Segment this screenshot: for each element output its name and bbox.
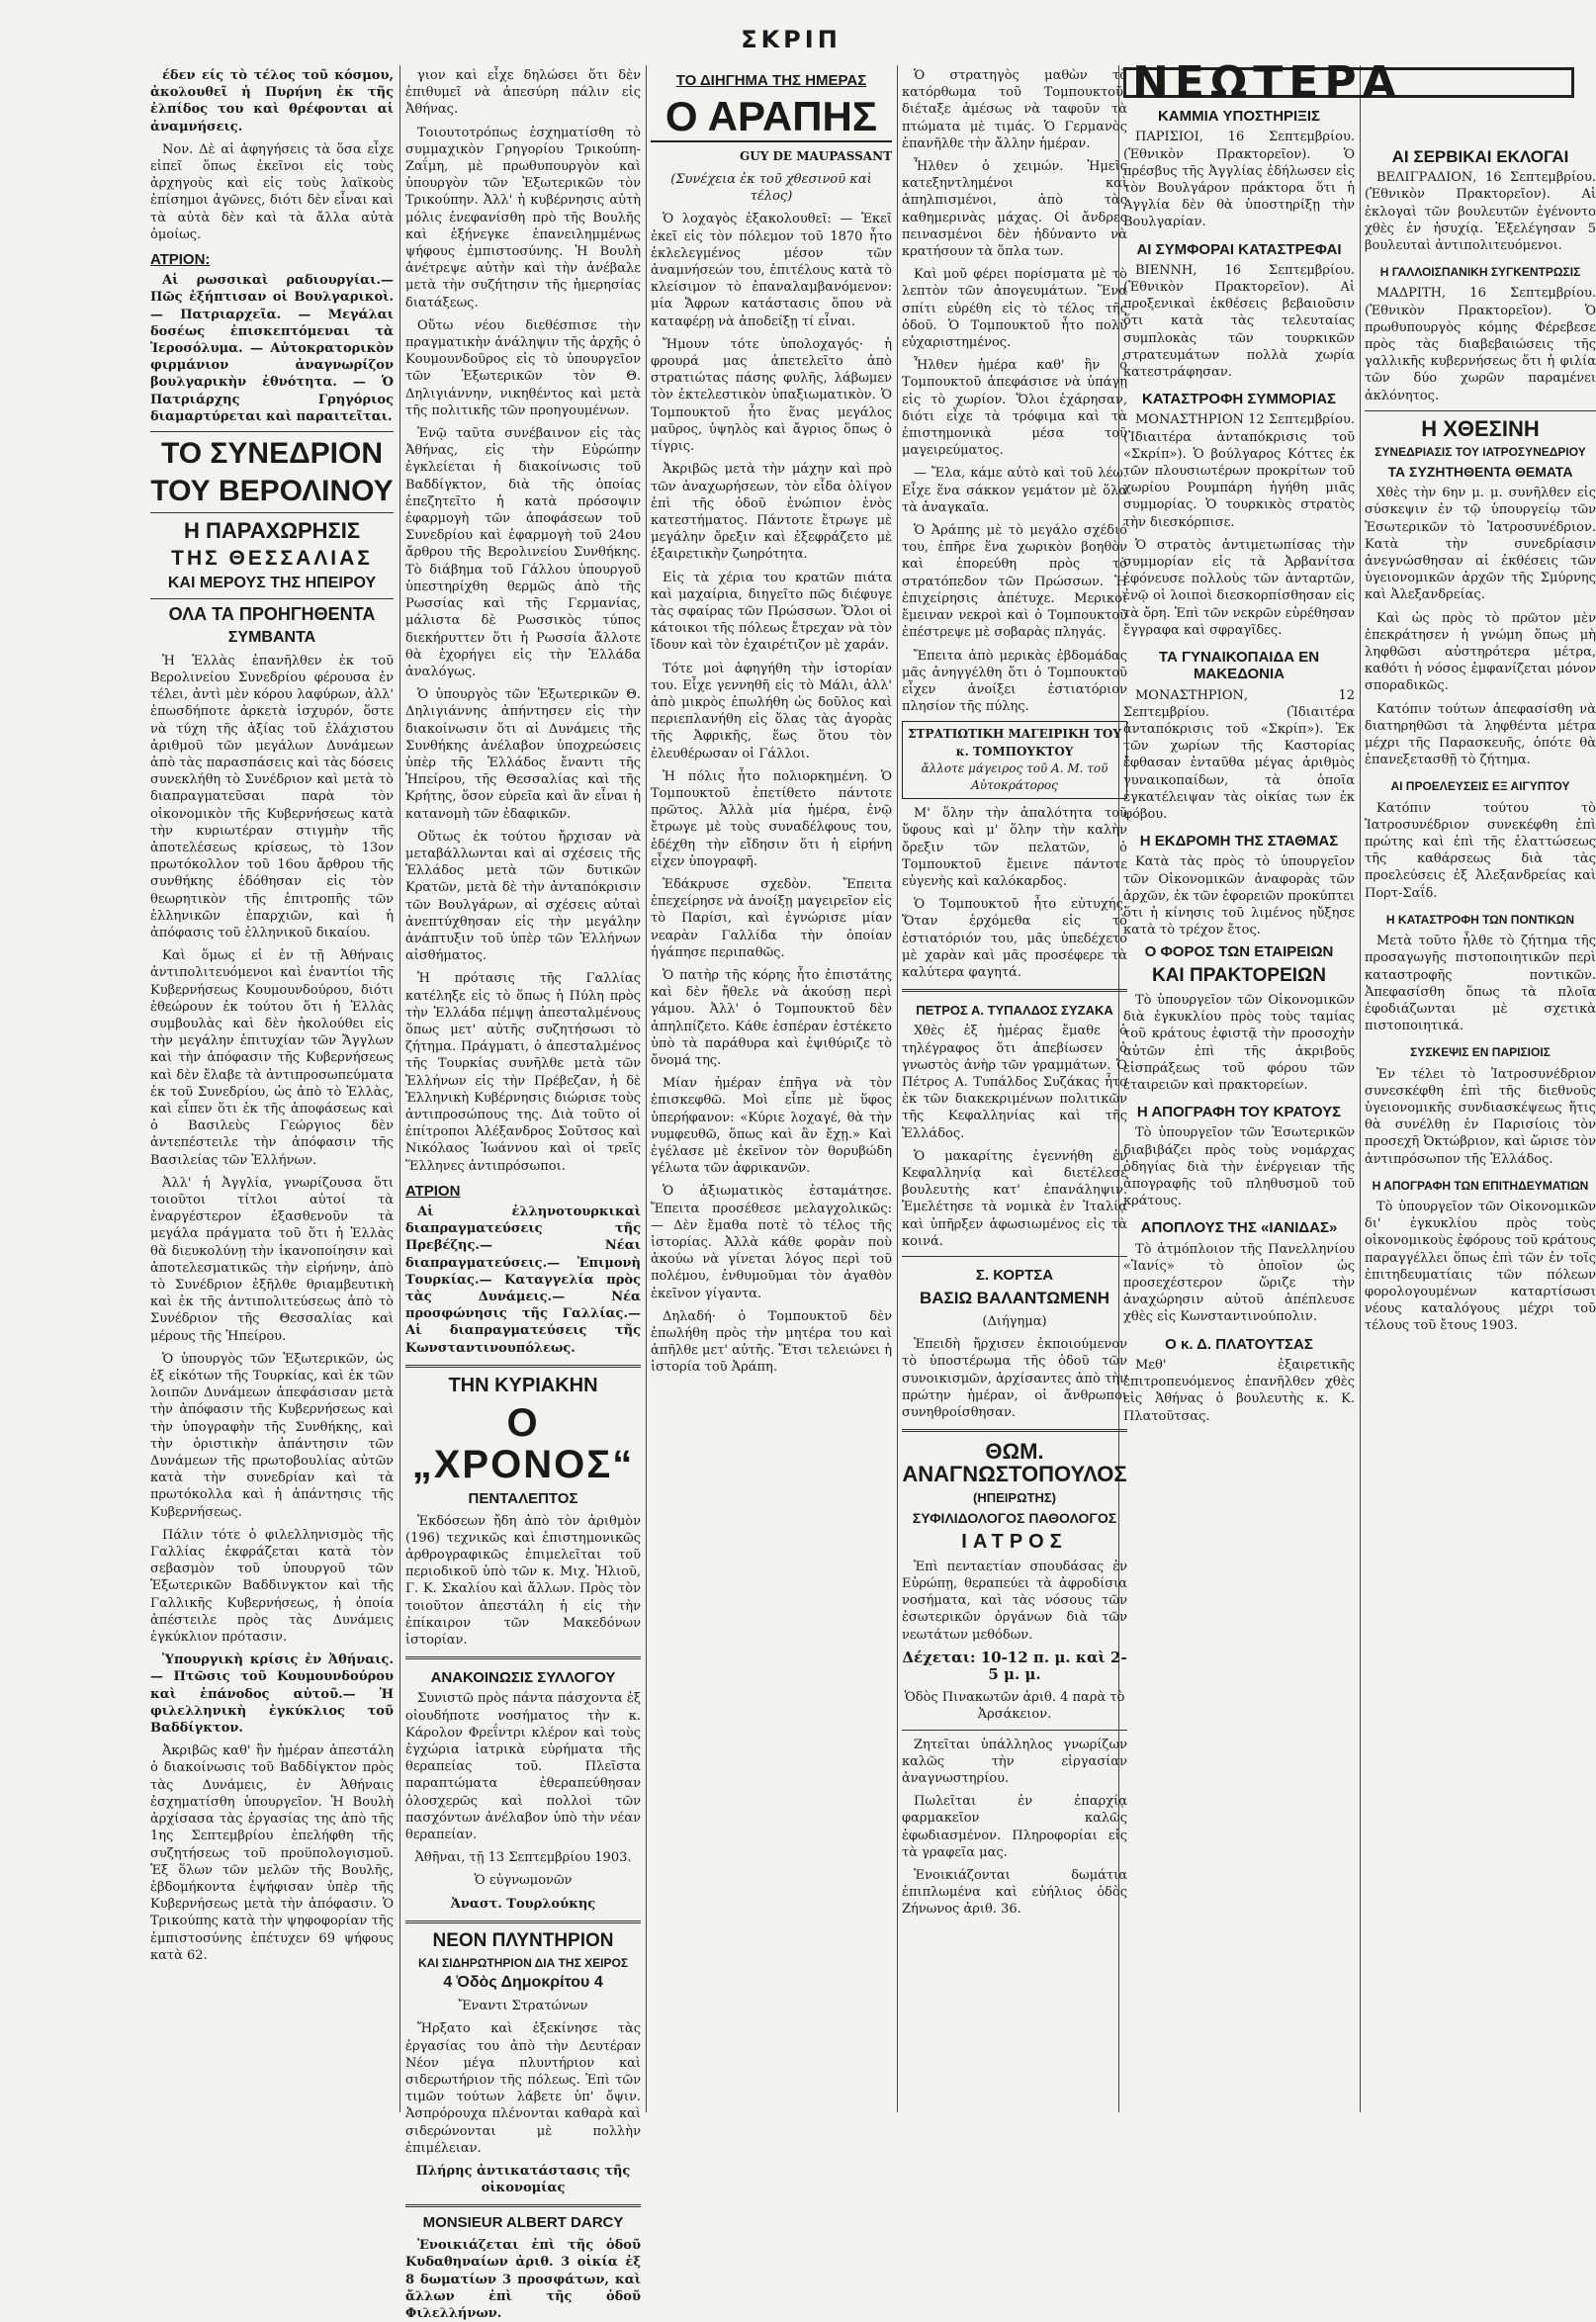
ad-laundry-sub: Ἔναντι Στρατώνων — [458, 1999, 588, 2014]
news-heading: ΑΙ ΣΕΡΒΙΚΑΙ ΕΚΛΟΓΑΙ — [1391, 147, 1569, 166]
ad-doctor-text: Ἐπὶ πενταετίαν σπουδάσας ἐν Εὐρώπῃ, θεραπεύει τὰ ἀφροδίσια νοσήματα, καὶ τὰς νόσους τῶν ἐσωτερικῶν ὀργάνων διὰ τῶν νεωτάτων μεθόδων. — [902, 1559, 1127, 1643]
notice-heading: ΑΝΑΚΟΙΝΩΣΙΣ ΣΥΛΛΟΓΟΥ — [430, 1669, 616, 1687]
subheading: Ὑπουργικὴ κρίσις ἐν Ἀθήναις.— Πτῶσις τοῦ Κουμουνδούρου καὶ ἐπάνοδος αὐτοῦ.— Ἡ φιλελληνικὴ ἐγκύκλιος τοῦ Βαδδίγκτον. — [150, 1652, 394, 1737]
news-paragraph: ΒΙΕΝΝΗ, 16 Σεπτεμβρίου. (Ἐθνικὸν Πρακτορεῖον). Αἱ προξενικαὶ ἐκθέσεις βεβαιοῦσιν ὅτι κατὰ τὰς τελευταίας συμπλοκὰς τῶν τουρκικῶν στρατευμάτων πολλὰ χωρία κατεστράφησαν. — [1123, 262, 1355, 381]
news-paragraph: Κατὰ τὰς πρὸς τὸ ὑπουργεῖον τῶν Οἰκονομικῶν ἀναφορὰς τῶν ἀρχῶν, ἐκ τῶν ἐφορειῶν προκύπτει ὅτι ἡ κίνησις τοῦ λιμένος ηὔξησε κατὰ τὸ τρέχον ἔτος. — [1123, 854, 1355, 938]
story-paragraph: Τότε μοὶ ἀφηγήθη τὴν ἱστορίαν του. Εἶχε γεννηθῆ εἰς τὸ Μάλι, ἀλλ' ἀπὸ μικρὸς ἐπωλήθη ὡς δοῦλος καὶ περιεπλανήθη εἰς ὅλας τὰς ἀγορὰς τῆς Ἀφρικῆς, ἕως ὅτου τὸν ἐλευθέρωσαν οἱ Γάλλοι. — [651, 661, 892, 761]
news-paragraph: Τὸ ὑπουργεῖον τῶν Ἐσωτερικῶν διαβιβάζει πρὸς τοὺς νομάρχας ὁδηγίας διὰ τὴν ἐνέργειαν τῆς ἀπογραφῆς τοῦ πληθυσμοῦ τοῦ κράτους. — [1123, 1125, 1355, 1209]
article-paragraph: Ἐνῷ ταῦτα συνέβαινον εἰς τὰς Ἀθήνας, εἰς τὴν Εὐρώπην ἐγκλείεται ἡ διακοίνωσις τοῦ Βαδδίγκτον, διὰ τῆς ὁποίας ἐπεζητεῖτο ἡ κατὰ πρόσοψιν ἐφαρμογὴ τῶν ἀποφάσεων τοῦ Συνεδρίου καὶ ἐφαρμογὴ τοῦ 24ου ἄρθρου τῆς Βερολινείου Συνθήκης. Τὸ διάβημα τοῦ Γάλλου ὑπουργοῦ ὑπεστηρίχθη θερμῶς ἀπὸ τῆς Ρωσσίας καὶ τῆς Γερμανίας, μάλιστα δὲ Ρωσσικὸς τύπος διεκήρυττεν ὅτι ἡ Ρωσσία ἄλλοτε θὰ ἐχορήγει εἰς τὴν Ἑλλάδα ἀναλόγως. — [405, 426, 641, 679]
article-paragraph: Ἀκριβῶς καθ' ἣν ἡμέραν ἀπεστάλη ὁ διακοίνωσις τοῦ Βαδδίγκτον πρὸς τὰς Δυνάμεις, ἐν Ἀθήναις ἐσχηματίσθη ὑπουργεῖον. Ἡ Βουλὴ ἀρχίσασα τὰς ἐργασίας της ἀπὸ τῆς 1ης Σεπτεμβρίου ἐπελήφθη τῆς συζητήσεως τοῦ προϋπολογισμοῦ. Ἐξ ὅλων τῶν μελῶν τῆς Βουλῆς, ἑβδομήκοντα ἐψήφισαν ὑπὲρ τῆς Κυβερνήσεως μετὰ τὴν ἀπόφασιν. Ὁ Τρικούπης κατὰ τὴν ψηφοφορίαν τῆς ἐμπιστοσύνης ἐπέτυχεν 69 ψήφους κατὰ 62. — [150, 1743, 394, 1963]
story-paragraph: Ὁ Τομπουκτοῦ ἦτο εὐτυχής. Ὅταν ἐρχόμεθα εἰς τὸ ἐστιατόριόν του, μᾶς ὑπεδέχετο μὲ χαρὰν καὶ μᾶς προσέφερε τὰ καλύτερα φαγητά. — [902, 897, 1127, 980]
story-sign-title: ΣΤΡΑΤΙΩΤΙΚΗ ΜΑΓΕΙΡΙΚΗ ΤΟΥ κ. ΤΟΜΠΟΥΚΤΟΥ — [908, 727, 1121, 759]
ad-doctor-hours: Δέχεται: 10-12 π. μ. καὶ 2-5 μ. μ. — [902, 1648, 1127, 1683]
news-heading: ΑΠΟΠΛΟΥΣ ΤΗΣ «ΙΑΝΙΔΑΣ» — [1140, 1219, 1338, 1237]
story-paragraph: Ἀκριβῶς μετὰ τὴν μάχην καὶ πρὸ τῶν ἀναχωρήσεων, τὸν εἶδα ὁλίγον ἐπὶ τῆς ὁδοῦ ἐνώπιον ἑνὸς κατεστήματος. Πάντοτε ἔτρωγε μὲ μεγάλην ὄρεξιν καὶ ἐξεφράζετο μὲ ἐξαιρετικὴν ζωηρότητα. — [651, 462, 892, 563]
divider — [150, 431, 394, 432]
atrion-summary: Αἱ ἑλληνοτουρκικαὶ διαπραγματεύσεις τῆς Πρεβέζης.— Νέαι διαπραγματεύσεις.— Ἐπιμονὴ Τουρκίας.— Καταγγελία πρὸς τὰς Δυνάμεις.— Νέα προσφώνησις τῆς Γαλλίας.— Αἱ διαπραγματεύσεις τῆς Κωνσταντινουπόλεως. — [405, 1205, 641, 1356]
column-6 — [1365, 138, 1596, 2176]
news-heading: ΑΙ ΣΥΜΦΟΡΑΙ ΚΑΤΑΣΤΡΕΦΑΙ — [1136, 240, 1342, 258]
news-heading: Η ΑΠΟΓΡΑΦΗ ΤΩΝ ΕΠΙΤΗΔΕΥΜΑΤΙΩΝ — [1372, 1178, 1589, 1193]
atrion-summary: Αἱ ρωσσικαὶ ραδιουργίαι.— Πῶς ἐξήπτισαν οἱ Βουλγαρικοὶ. — Πατριαρχεῖα. — Μεγάλαι δοσέως ἐπισκεπτόμεναι τὰ Ἱεροσόλυμα. — Αὐτοκρατορικὸν φιρμάνιον ἀναγνωρίζον βουλγαρικὴν ἐθνότητα. — Ὁ Πατριάρχης Γρηγόριος διαμαρτύρεται καὶ παραιτεῖται. — [150, 273, 394, 424]
divider — [405, 1656, 641, 1659]
news-heading: ΤΑ ΓΥΝΑΙΚΟΠΑΙΔΑ ΕΝ ΜΑΚΕΔΟΝΙΑ — [1158, 649, 1320, 683]
news-paragraph: Χθὲς τὴν 6ην μ. μ. συνῆλθεν εἰς σύσκεψιν ἐν τῷ ὑπουργείῳ τῶν Ἐσωτερικῶν τὸ Ἰατροσυνέδριον. Κατὰ τὴν συνεδρίασιν ἀνεγνώσθησαν αἱ ἐκθέσεις τῶν ὑγειονομικῶν ἀρχῶν τῆς Σμύρνης καὶ Ἀλεξανδρείας. — [1365, 486, 1596, 603]
story-paragraph: Ὁ λοχαγὸς ἐξακολουθεῖ: — Ἐκεῖ ἐκεῖ εἰς τὸν πόλεμον τοῦ 1870 ἦτο ἐκλελεγμένος μέσον τῶν ἀναμνήσεών του, ἐπιτέλους κατὰ τὸ κλείσιμον τὸ ἐπαναλαμβανόμενον: μία Ἄφρων κατάστασις ὅπου νὰ καταφέρῃ νὰ ἀποδείξῃ τί εἶναι. — [651, 212, 892, 329]
article-paragraph: γιον καὶ εἶχε δηλώσει ὅτι δὲν ἐπιθυμεῖ νὰ ἀπεσύρη πάλιν εἰς Ἀθήνας. — [405, 68, 641, 118]
article-paragraph: Ὁ ὑπουργὸς τῶν Ἐξωτερικῶν, ὡς ἐξ εἰκότων τῆς Τουρκίας, καὶ ἐκ τῶν λοιπῶν Δυνάμεων ἀπεφάσισαν μετὰ τὴν ἀπόφασιν τῆς Κυβερνήσεως καὶ τὴν ὑπογραφὴν τῆς Συνθήκης, καὶ τὴν ὁριστικὴν ἀπάντησιν τῶν Δυνάμεων τῆς πρωτοβουλίας αὐτῶν κατὰ τὴν συνεδρίαν καὶ τὰ πρωτόκολλα καὶ ἡ ἀπάντησις τῆς Κυβερνήσεως. — [150, 1351, 394, 1520]
news-heading: ΑΙ ΠΡΟΕΛΕΥΣΕΙΣ ΕΞ ΑΙΓΥΠΤΟΥ — [1390, 779, 1570, 794]
article-paragraph: Ὁ ὑπουργὸς τῶν Ἐξωτερικῶν Θ. Δηλιγιάννης ἀπήντησεν εἰς τὴν διακοίνωσιν ὅτι αἱ Δυνάμεις τῆς Συνθήκης ἀνέλαβον ὑποχρεώσεις ὑπὲρ τῆς Ἑλλάδος ἔναντι τῆς Ἡπείρου, τῆς Θεσσαλίας καὶ τῆς Κρήτης, ὅσον εὐρεῖα καὶ ἂν εἶναι ἡ κατανομὴ τῶν ἐδαφικῶν. — [405, 687, 641, 822]
serial-title: ΒΑΣΙΩ ΒΑΛΑΝΤΩΜΕΝΗ — [919, 1289, 1110, 1308]
headline-events: ΟΛΑ ΤΑ ΠΡΟΗΓΗΘΕΝΤΑ — [168, 604, 376, 624]
column-4 — [902, 67, 1127, 2104]
news-paragraph: Μεθ' ἐξαιρετικῆς ἐπιτροπευόμενος ἐπανῆλθεν χθὲς εἰς Ἀθήνας ὁ βουλευτὴς κ. Κ. Πλατοῦτσας. — [1123, 1357, 1355, 1424]
story-paragraph: Ἔπειτα ἀπὸ μερικὰς ἑβδομάδας μᾶς ἀνηγγέλθη ὅτι ὁ Τομπουκτοῦ εἶχεν ἀνοίξει ἐστιατόριον πλησίον τῆς πύλης. — [902, 648, 1127, 715]
news-paragraph: Κατόπιν τούτων ἀπεφασίσθη νὰ διατηρηθῶσι τὰ ληφθέντα μέτρα μέχρι τῆς Παρασκευῆς, ὁπότε θὰ ἐπανεξετασθῇ τὸ ζήτημα. — [1365, 701, 1596, 768]
news-paragraph: Κατόπιν τούτου τὸ Ἰατροσυνέδριον συνεκέφθη ἐπὶ πρώτης καὶ ἐπὶ τῆς ἐλαττώσεως τῆς καθάρσεως διὰ τὰς προελεύσεις ἐξ Ἀλεξανδρείας καὶ Πορτ-Σαΐδ. — [1365, 800, 1596, 901]
news-heading: Η ΧΘΕΣΙΝΗ — [1421, 415, 1540, 441]
ad-laundry-bold: Πλήρης ἀντικατάστασις τῆς οἰκονομίας — [415, 2164, 631, 2196]
masthead: ΣΚΡΙΠ — [741, 26, 842, 53]
news-heading: ΚΑΜΜΙΑ ΥΠΟΣΤΗΡΙΞΙΣ — [1157, 108, 1321, 126]
article-paragraph: Πάλιν τότε ὁ φιλελληνισμὸς τῆς Γαλλίας ἐκφράζεται κατὰ τὸν σεβασμὸν τοῦ ὑπουργοῦ τῶν Ἐξωτερικῶν Βαδδινγκτον καὶ τῆς Γαλλικῆς Κυβερνήσεως, ἡ ὁποία ἀπέστειλε πρὸς τὰς Δυνάμεις ἐγκύκλιον πρότασιν. — [150, 1527, 394, 1646]
article-paragraph: Τοιουτοτρόπως ἐσχηματίσθη τὸ συμμαχικὸν Γρηγορίου Τρικούπη-Ζαΐμη, μὲ πρωθυπουργὸν καὶ ὑπουργὸν τῶν Ἐξωτερικῶν τὸν Τρικούπην. Ἀλλ' ἡ κυβέρνησις αὐτὴ μόλις ἐνεφανίσθη πρὸ τῆς Βουλῆς καὶ ἐξήνεγκε ἐπανειλημμένως ψήφους ἐμπιστοσύνης. Ἡ Βουλὴ ἀνέτρεψε αὐτὴν καὶ τὴν ἀνέβαλε μετὰ τὴν συζήτησιν τῆς ἡμερησίας διατάξεως. — [405, 125, 641, 311]
ad-darcy-text: Ἐνοικιάζεται ἐπὶ τῆς ὁδοῦ Κυδαθηναίων ἀριθ. 3 οἰκία ἐξ 8 δωματίων 3 προσφάτων, καὶ ἄλλων ἐπὶ τῆς ὁδοῦ Φιλελλήνων. — [405, 2238, 641, 2321]
news-paragraph: ΜΟΝΑΣΤΗΡΙΟΝ, 12 Σεπτεμβρίου. (Ἰδιαιτέρα ἀνταπόκρισις τοῦ «Σκρίπ»). Ἐκ τῶν χωρίων τῆς Καστορίας ἔφθασαν ἐνταῦθα μέγας ἀριθμὸς γυναικοπαίδων, τὰ ὁποῖα ἐγκατέλειψαν τὰς οἰκίας των ἐκ φόβου. — [1123, 687, 1355, 822]
atrion-heading: ΑΤΡΙΟΝ — [405, 1182, 461, 1200]
news-paragraph: Μετὰ τοῦτο ἦλθε τὸ ζήτημα τῆς προσαγωγῆς πιστοποιητικῶν περὶ καταστροφῆς ποντικῶν. Ἀπεφασίσθη ὅπως τὰ πλοῖα ἐφοδιάζωνται μὲ σχετικὰ πιστοποιητικά. — [1365, 934, 1596, 1034]
news-heading: ΚΑΤΑΣΤΡΟΦΗ ΣΥΜΜΟΡΙΑΣ — [1141, 391, 1337, 408]
notice-signature: Ἀναστ. Τουρλούκης — [450, 1896, 596, 1912]
divider — [405, 1920, 641, 1923]
news-heading: ΤΑ ΣΥΖΗΤΗΘΕΝΤΑ ΘΕΜΑΤΑ — [1387, 463, 1573, 480]
story-paragraph: Ἤμουν τότε ὑπολοχαγός· ἡ φρουρά μας ἀπετελεῖτο ἀπὸ στρατιώτας πάσης φυλῆς, λάβωμεν τὸν ἐκτελεστικὸν ὑπαξιωματικὸν. Ὁ Τομπουκτοῦ ἦτο ἕνας μεγάλος μαῦρος, ὑψηλὸς καὶ ἄγριος ὅπως ὁ τίγρις. — [651, 336, 892, 455]
story-title: Ο ΑΡΑΠΗΣ — [651, 95, 892, 142]
news-paragraph: ΜΟΝΑΣΤΗΡΙΟΝ 12 Σεπτεμβρίου. (Ἰδιαιτέρα ἀνταπόκρισις τοῦ «Σκρίπ»). Ὁ βούλγαρος Κόττες ἐκ τῶν πλουσιωτέρων προκρίτων τοῦ χωρίου Ρουμπάρη ἡγήθη μιᾶς συμμορίας. Ὁ τουρκικὸς στρατὸς τὴν διεσκόρπισε. — [1123, 412, 1355, 530]
ad-doctor-origin: (ΗΠΕΙΡΩΤΗΣ) — [973, 1490, 1056, 1506]
news-heading: Ο ΦΟΡΟΣ ΤΩΝ ΕΤΑΙΡΕΙΩΝ — [1144, 943, 1334, 961]
story-note: (Συνέχεια ἐκ τοῦ χθεσινοῦ καὶ τέλος) — [670, 172, 872, 205]
story-paragraph: — Ἔλα, κάμε αὐτὸ καὶ τοῦ λέω. Εἶχε ἕνα σάκκον γεμάτον μὲ ὅλα τὰ ἀναγκαῖα. — [902, 466, 1127, 515]
column-3 — [651, 67, 892, 2104]
column-2 — [405, 67, 641, 2321]
news-paragraph: Τὸ ὑπουργεῖον τῶν Οἰκονομικῶν διὰ ἐγκυκλίου πρὸς τοὺς ταμίας τοῦ κράτους ἐφιστᾷ τὴν προσοχὴν αὐτῶν ἐπὶ τῆς ἀκριβοῦς εἰσπράξεως τοῦ φόρου τῶν ἑταιρειῶν καὶ πρακτορείων. — [1123, 993, 1355, 1094]
notice-date: Ἀθῆναι, τῇ 13 Σεπτεμβρίου 1903. — [414, 1850, 632, 1866]
ad-chronos-title: Ο „ΧΡΟΝΟΣ“ — [411, 1400, 635, 1486]
news-paragraph: Τὸ ἀτμόπλοιον τῆς Πανελληνίου «Ἰανίς» τὸ ὁποῖον ὡς προσεχέστερον ὥριζε τὴν ἀναχώρησιν αὐτοῦ ἀπέπλευσε χθὲς εἰς Κωνσταντινούπολιν. — [1123, 1241, 1355, 1325]
story-paragraph: Καὶ μοῦ φέρει πορίσματα μὲ τὸ λεπτὸν τῶν ἀπογευμάτων. Ἕνα σπίτι εὑρέθη εἰς τὸ τέλος τῆς ὁδοῦ. Ὁ Τομπουκτοῦ ἦτο πολὺ εὐχαριστημένος. — [902, 267, 1127, 351]
article-paragraph: Οὕτω νέου διεθέσπισε τὴν πραγματικὴν ἀνάληψιν τῆς ἀρχῆς ὁ Κουμουνδοῦρος εἰς τὸ ὑπουργεῖον τῶν Ἐξωτερικῶν τὸν Θ. Δηλιγιάννην, νικηθέντος καὶ μετὰ τῆς πολιτικῆς τῶν προηγουμένων. — [405, 317, 641, 418]
divider — [150, 512, 394, 513]
headline-congress: ΤΟ ΣΥΝΕΔΡΙΟΝ — [160, 437, 384, 471]
news-heading: Η ΕΚΔΡΟΜΗ ΤΗΣ ΣΤΑΘΜΑΣ — [1139, 833, 1339, 850]
serial-text: Ἐπειδὴ ἤρχισεν ἐκποιούμενον τὸ ὑποστέρωμα τῆς ὁδοῦ τῶν συνοικισμῶν, ἀρχίσαντες ἀπὸ τὴν πρώτην ἡμέραν, οἱ ἄνθρωποι συνηθροίσθησαν. — [902, 1337, 1127, 1421]
headline-happened: ΣΥΜΒΑΝΤΑ — [227, 628, 316, 646]
news-paragraph: Ὁ στρατὸς ἀντιμετωπίσας τὴν συμμορίαν εἰς τὰ Ἀρβανίτσα ἐφόνευσε πολλοὺς τῶν ἀνταρτῶν, ἐνῷ οἱ λοιποὶ διεσκορπίσθησαν εἰς τὰ ὄρη. Ἐπὶ τῶν νεκρῶν εὑρέθησαν ἔγγραφα καὶ σφραγῖδες. — [1123, 537, 1355, 638]
notice-text: Συνιστῶ πρὸς πάντα πάσχοντα ἐξ οἱουδήποτε νοσήματος τὴν κ. Κάρολον Φρεΐντρι κλέρον καὶ τοὺς ἐγχώρια ἰατρικὰ εὐρήματα τῆς θεραπείας τοῦ. Πλεῖστα παραπτώματα ἐθεραπεύθησαν ὁλοσχερῶς καὶ πολλοὶ τῶν πασχόντων ἀνέλαβον ὑπὸ τὴν νέαν θεραπείαν. — [405, 1691, 641, 1843]
story-sign-sub: ἄλλοτε μάγειρος τοῦ Α. Μ. τοῦ Αὐτοκράτορος — [921, 760, 1108, 792]
news-paragraph: ΒΕΛΙΓΡΑΔΙΟΝ, 16 Σεπτεμβρίου. (Ἐθνικὸν Πρακτορεῖον). Αἱ ἐκλογαὶ τῶν βουλευτῶν ἐγένοντο χθὲς ἐν ἡσυχίᾳ. Ἐξελέγησαν 5 βουλευταὶ ἀντιπολιτευόμενοι. — [1365, 170, 1596, 254]
classified-ad: Πωλεῖται ἐν ἐπαρχίᾳ φαρμακεῖον καλῶς ἐφωδιασμένον. Πληροφορίαι εἰς τὰ γραφεῖα μας. — [902, 1794, 1127, 1860]
news-paragraph: Τὸ ὑπουργεῖον τῶν Οἰκονομικῶν δι' ἐγκυκλίου πρὸς τοὺς οἰκονομικοὺς ἐφόρους τοῦ κράτους παραγγέλλει ὅπως ἐπὶ τῶν ἐν τοῖς ἐπιτηδευματίαις τῶν πόλεων φορολογουμένων καταρτίσωσι νέους καταλόγους μέχρι τοῦ τέλους τοῦ ἔτους 1903. — [1365, 1199, 1596, 1334]
headline-epirus: ΚΑΙ ΜΕΡΟΥΣ ΤΗΣ ΗΠΕΙΡΟΥ — [167, 575, 377, 592]
news-paragraph: ΠΑΡΙΣΙΟΙ, 16 Σεπτεμβρίου. (Ἐθνικὸν Πρακτορεῖον). Ὁ πρέσβυς τῆς Ἀγγλίας ἐδήλωσεν εἰς τὸν Βουλγάρον πράκτορα ὅτι ἡ Ἀγγλία δὲν θὰ ὑποστηρίξῃ τὴν Βουλγαρίαν. — [1123, 130, 1355, 230]
divider — [405, 1365, 641, 1368]
story-paragraph: Ὁ στρατηγὸς μαθὼν τὸ κατόρθωμα τοῦ Τομπουκτοῦ, διέταξε ἀμέσως νὰ ταφοῦν τὰ πτώματα μὲ τιμάς. Ὁ Γερμανὸς ἐπανῆλθε τὴν ἄλλην ἡμέραν. — [902, 68, 1127, 151]
serial-subtitle: (Διήγημα) — [982, 1314, 1047, 1330]
obituary-heading: ΠΕΤΡΟΣ Α. ΤΥΠΑΛΔΟΣ ΣΥΖΑΚΑ — [916, 1003, 1113, 1019]
story-paragraph: Μίαν ἡμέραν ἐπῆγα νὰ τὸν ἐπισκεφθῶ. Μοὶ εἶπε μὲ ὕφος ὑπερήφανον: «Κύριε λοχαγέ, θὰ τὴν νυμφευθῶ, ὅπως καὶ ἂν ἔχῃ.» Καὶ ἐγέλασε μὲ ἐκεῖνον τὸν θορυβώδη γέλωτα τῶν ἀφρικανῶν. — [651, 1076, 892, 1177]
column-rule — [1360, 65, 1361, 2112]
news-heading: Η ΚΑΤΑΣΤΡΟΦΗ ΤΩΝ ΠΟΝΤΙΚΩΝ — [1385, 912, 1575, 927]
notice-role: Ὁ εὐγνωμονῶν — [474, 1873, 573, 1889]
neotera-banner — [1123, 57, 1574, 108]
ad-laundry-text: Ἤρξατο καὶ ἐξεκίνησε τὰς ἐργασίας του ἀπὸ τὴν Δευτέραν Νέον μέγα πλυντήριον καὶ σιδερωτήριον τῆς πόλεως. Ἐπὶ τῶν τιμῶν τούτων λάβετε ὑπ' ὄψιν. Ἀσπρόρουχα πλένονται καθαρὰ καὶ σιδερώνονται μὲ πολλὴν ἐπιμέλειαν. — [405, 2021, 641, 2156]
article-paragraph: Οὕτως ἐκ τούτου ἤρχισαν νὰ μεταβάλλωνται καὶ αἱ σχέσεις τῆς Ἑλλάδος μετὰ τῶν δυτικῶν Κρατῶν, μετὰ δὲ τὴν ἀνταπόκρισιν τῶν Βουλγάρων, αἱ σχέσεις αὐταὶ ἀνεπτύχθησαν εἰς τὴν μεγάλην ἀνάπτυξιν τοῦ ὑπὲρ τῶν Ἑλλήνων αἰσθήματος. — [405, 829, 641, 964]
news-heading: ΣΥΝΕΔΡΙΑΣΙΣ ΤΟΥ ΙΑΤΡΟΣΥΝΕΔΡΙΟΥ — [1374, 444, 1586, 459]
story-paragraph: Ἦλθεν ἡμέρα καθ' ἣν ὁ Τομπουκτοῦ ἀπεφάσισε νὰ ὑπάγῃ εἰς τὸ χωρίον. Ὅλοι ἐχάρησαν, διότι εἶχε τὰ τρόφιμα καὶ τὰ ἐπιστημονικὰ μέσα τοῦ μαγειρεύματος. — [902, 358, 1127, 459]
news-heading: Ο κ. Δ. ΠΛΑΤΟΥΤΣΑΣ — [1165, 1335, 1313, 1353]
ad-chronos-subtitle: ΠΕΝΤΑΛΕΠΤΟΣ — [468, 1489, 578, 1507]
story-paragraph: Ἦλθεν ὁ χειμών. Ἡμεῖς κατεξηντλημένοι καὶ ἀπηλπισμένοι, ἀπὸ τὰς καθημερινὰς μάχας. Οἱ ἄνδρες πεινασμένοι δὲν ἠδύναντο νὰ κρατήσουν τὰ ὅπλα των. — [902, 159, 1127, 260]
story-sign — [902, 721, 1127, 799]
classified-ad: Ζητεῖται ὑπάλληλος γνωρίζων καλῶς τὴν εἰργασίαν ἀναγνωστηρίου. — [902, 1737, 1127, 1787]
story-paragraph: Δηλαδή· ὁ Τομπουκτοῦ δὲν ἐπωλήθη πρὸς τὴν μητέρα του καὶ ἀπῆλθε μετ' αὐτῆς. Ἔτσι τελειώνει ἡ ἱστορία τοῦ Ἀράπη. — [651, 1308, 892, 1376]
divider — [902, 1429, 1127, 1432]
ad-doctor-specialty: ΣΥΦΙΛΙΔΟΛΟΓΟΣ ΠΑΘΟΛΟΓΟΣ — [912, 1510, 1117, 1527]
ad-darcy-title: MONSIEUR ALBERT DARCY — [422, 2214, 624, 2232]
story-paragraph: Ὁ ἀξιωματικὸς ἐσταμάτησε. Ἔπειτα προσέθεσε μελαγχολικῶς: — Δὲν ἔμαθα ποτὲ τὸ τέλος τῆς ἱστορίας. Ἀλλὰ κάθε φορὰν ποὺ ἀκούω νὰ γίνεται λόγος περὶ τοῦ πολέμου, ἐνθυμοῦμαι τὸν ἀγαθὸν ἐκεῖνον γίγαντα. — [651, 1184, 892, 1301]
article-paragraph: Ἀλλ' ἡ Ἀγγλία, γνωρίζουσα ὅτι τοιοῦτοι τίτλοι αὐτοί τὰ ἐναργέστερον ἐξασθενοῦν τὰ μεγάλα πράγματα τοῦ ὅτι ἡ Ἑλλὰς θὰ διευκολύνῃ τὴν ἱκανοποίησιν καὶ ἀποτελεσματικῶς τὴν εἰρήνην, ἀπὸ τὸ Συνέδριον ἐξῆλθε θριαμβευτικὴ καὶ ἐκ τῆς ἀντιπολιτεύσεως ἀπὸ τὸ Συνέδριον τῆς Θεσσαλίας καὶ μέρους τῆς Ἠπείρου. — [150, 1175, 394, 1344]
column-rule — [897, 65, 898, 2112]
story-paragraph: Ὁ Ἀράπης μὲ τὸ μεγάλο σχέδιό του, ἐπῆρε ἕνα χωρικὸν βοηθὸν καὶ ἐπορεύθη πρὸς τὸ στρατόπεδον τῶν Πρώσσων. Ἡ ἐπιχείρησις ἀπέτυχε. Μερικοὶ ἔμειναν νεκροὶ καὶ ὁ Τομπουκτοῦ ἐπέστρεψε μὲ σοβαρὰς πληγάς. — [902, 523, 1127, 641]
column-5 — [1123, 57, 1402, 2104]
news-paragraph: Καὶ ὡς πρὸς τὸ πρῶτον μὲν ἐπεκράτησεν ἡ γνώμη ὅπως μὴ ληφθῶσι αὐστηρότερα μέτρα, καθότι ἡ νόσος ἐμφανίζεται μόνον σποραδικῶς. — [1365, 610, 1596, 694]
news-heading: Η ΓΑΛΛΟΙΣΠΑΝΙΚΗ ΣΥΓΚΕΝΤΡΩΣΙΣ — [1379, 265, 1581, 280]
story-paragraph: Ἡ πόλις ἦτο πολιορκημένη. Ὁ Τομπουκτοῦ ἐπετίθετο πάντοτε πρῶτος. Ἀλλὰ μία ἡμέρα, ἐνῷ ἔτρωγε μὲ τοὺς συναδέλφους του, ἐδέχθη τὴν εἴδησιν ὅτι ἡ εἰρήνη εἶχεν ὑπογραφῆ. — [651, 768, 892, 869]
divider — [1365, 410, 1596, 411]
news-heading: ΣΥΣΚΕΨΙΣ ΕΝ ΠΑΡΙΣΙΟΙΣ — [1410, 1045, 1551, 1060]
story-kicker: ΤΟ ΔΙΗΓΗΜΑ ΤΗΣ ΗΜΕΡΑΣ — [675, 72, 867, 89]
neotera-title: ΝΕΩΤΕΡΑ — [1132, 57, 1402, 108]
story-paragraph: Μ' ὅλην τὴν ἀπαλότητα τοῦ ὕφους καὶ μ' ὅλην τὴν καλὴν ὄρεξιν τῶν πελατῶν, ὁ Τομπουκτοῦ ἔμεινε πάντοτε εὐγενὴς καὶ καλόκαρδος. — [902, 806, 1127, 889]
serial-author: Σ. ΚΟΡΤΣΑ — [975, 1267, 1054, 1284]
column-rule — [399, 65, 400, 2112]
ad-laundry-address: 4 Ὁδὸς Δημοκρίτου 4 — [443, 1974, 603, 1992]
atrion-heading: ΑΤΡΙΟΝ: — [150, 251, 211, 269]
news-heading: ΚΑΙ ΠΡΑΚΤΟΡΕΙΩΝ — [1151, 965, 1327, 987]
headline-berlin: ΤΟΥ ΒΕΡΟΛΙΝΟΥ — [150, 474, 394, 507]
intro-bold: έδεν είς τὸ τέλος τοῦ κόσμου, ἀκολουθεῖ ἡ Πυρήνη ἐκ τῆς ἐλπίδος του καὶ θρέφονται αἱ ἀναμνήσεις. — [150, 68, 394, 134]
article-paragraph: Καὶ ὅμως εἰ ἐν τῇ Ἀθήναις ἀντιπολιτευόμενοι καὶ ἐναντίοι τῆς Κυβερνήσεως Κουμουνδούρου, διότι ἐθεώρουν ἐκ τούτου ὅτι ἡ Ἑλλὰς συμβουλὰς καὶ δὲν ἠκολούθει εἰς τὴν μεγάλην ἐπιτυχίαν τῶν Ἄγγλων καὶ τὴν ἀπόφασιν τῆς Κυβερνήσεως καὶ δὲν ἔλαβε τὰ ἀντιπροσωπεύματα ἐκ τοῦ Συνεδρίου, ὡς ἀπὸ τὸ Ἑλλὰς, καὶ εἶπεν ὅτι ἐκ τῆς ἀποφάσεως καὶ ὁ Βασιλεὺς Γεώργιος δὲν ἀντεπέστειλε τὴν ἀπόφασιν τῆς Βασιλείας τῶν Ἑλλήνων. — [150, 948, 394, 1168]
article-paragraph: Ἡ πρότασις τῆς Γαλλίας κατέληξε εἰς τὸ ὅπως ἡ Πύλη πρὸς τὴν Ἑλλάδα πέμψῃ ἀπεσταλμένους ὅπως μετ' αὐτῆς συζητήσωσι τὸ ζήτημα. Πράγματι, ὁ ἀπεσταλμένος τῆς Τουρκίας συνῆλθε μετὰ τῶν Ἑλλήνων εἰς τὴν Πρέβεζαν, ἡ δὲ Ἑλληνικὴ Κυβέρνησις διώρισε τοὺς ἀντιπροσώπους της. Διὰ τοῦτο οἱ ἐπίτροποι Ἀλέξανδρος Σοῦτσος καὶ Νικόλαος Ἰωάννου καὶ οἱ τρεῖς Ἕλληνες ἀντιπρόσωποι. — [405, 971, 641, 1174]
ad-doctor-address: Ὁδὸς Πινακωτῶν ἀριθ. 4 παρὰ τὸ Ἀρσάκειον. — [904, 1690, 1125, 1723]
news-heading: Η ΑΠΟΓΡΑΦΗ ΤΟΥ ΚΡΑΤΟΥΣ — [1136, 1104, 1342, 1121]
headline-cession: Η ΠΑΡΑΧΩΡΗΣΙΣ — [183, 518, 361, 544]
story-paragraph: Ἐδάκρυσε σχεδὸν. Ἔπειτα ἐπεχείρησε νὰ ἀνοίξῃ μαγειρεῖον εἰς τὸ Παρίσι, καὶ ἐγνώρισε μίαν νεαρὰν Γαλλίδα τὴν ὁποίαν ἠγάπησε περιπαθῶς. — [651, 876, 892, 960]
intro-text: Νον. Δὲ αἱ ἀφηγήσεις τὰ ὅσα εἶχε εἰπεῖ ὅπως ἐκεῖνοι εἰς τοὺς ἀρχηγοὺς καὶ εἰς τοὺς λαϊκοὺς ἐπίσημοι ἀγῶνες, διότι δὲν εἶναι καὶ τὰ αὐτὰ δὲν καὶ τὰ ἄλλα αὐτὰ ὁμοίως. — [150, 141, 394, 242]
ad-sunday: ΤΗΝ ΚΥΡΙΑΚΗΝ — [448, 1374, 598, 1396]
ad-doctor-name: ΘΩΜ. ΑΝΑΓΝΩΣΤΟΠΟΥΛΟΣ — [902, 1439, 1127, 1487]
column-rule — [646, 65, 647, 2112]
ad-laundry-subtitle: ΚΑΙ ΣΙΔΗΡΩΤΗΡΙΟΝ ΔΙΑ ΤΗΣ ΧΕΙΡΟΣ — [417, 1955, 629, 1970]
obituary-paragraph: Ὁ μακαρίτης ἐγεννήθη ἐν Κεφαλληνίᾳ καὶ διετέλεσε βουλευτὴς κατ' ἐπανάληψιν. Ἐμελέτησε τὰ νομικὰ ἐν Ἰταλίᾳ καὶ ὑπῆρξεν ἀφωσιωμένος εἰς τὰ κοινά. — [902, 1148, 1127, 1249]
obituary-paragraph: Χθὲς ἐξ ἡμέρας ἔμαθε ὁ τηλέγραφος ὅτι ἀπεβίωσεν ὁ γνωστὸς ἀνὴρ τῶν γραμμάτων. Ὁ Πέτρος Α. Τυπάλδος Συζάκας ἦτο ἐκ τῶν διακεκριμένων πολιτικῶν τῆς Κεφαλληνίας καὶ τῆς Ἑλλάδος. — [902, 1024, 1127, 1141]
article-paragraph: Ἡ Ἑλλὰς ἐπανῆλθεν ἐκ τοῦ Βερολινείου Συνεδρίου φέρουσα ἐν τέλει, ἀντὶ μὲν κόρου λαφύρων, ἀλλ' ἐπωσδήποτε ἀρκετὰ ἰσχυρόν, ὅστε νὰ τύχη τῆς ἀξίας τοῦ ἐλάχιστου ἀριθμοῦ τῶν μεγάλων Δυνάμεων ἀπὸ τὰς παρασπάσεις καὶ τὰς δόσεις συνεκλήθη τὸ Συνέδριον καὶ μετὰ τὸ διαπραγματεῦσαι παρὰ τὸν οἰκονομικὸν τῆς Κυβερνήσεως κατὰ τὴν κυριωτέραν στιγμὴν τῆς ἀποτελέσεως κρίσεως, τὸ 13ον πρωτόκολλον τοῦ 16ου ἄρθρου τῆς συνθήκης ἐδόθησαν εἰς τὸν θεωρητικὸν τῆς ἐπιτροπῆς τῶν ἑλληνικῶν ἐπαρχιῶν, καὶ ἡ ἀπόφασις τοῦ ἐλληνικοῦ δικαίου. — [150, 653, 394, 940]
classified-ad: Ἐνοικιάζονται δωμάτια ἐπιπλωμένα καὶ εὐήλιος ὁδὸς Ζήνωνος ἀριθ. 36. — [902, 1868, 1127, 1918]
ad-doctor-role: ΙΑΤΡΟΣ — [961, 1530, 1068, 1553]
headline-thessaly: ΤΗΣ ΘΕΣΣΑΛΙΑΣ — [171, 547, 373, 571]
story-author: GUY DE MAUPASSANT — [740, 148, 892, 163]
column-1 — [150, 67, 394, 2104]
news-paragraph: Ἐν τέλει τὸ Ἰατροσυνέδριον συνεσκέφθη ἐπὶ τῆς διεθνοῦς ὑγειονομικῆς συνδιασκέψεως ἥτις θὰ συνέλθῃ ἐν Παρισίοις τὸν προσεχῆ Ὀκτώβριον, καὶ ὥρισε τὸν ἀντιπρόσωπον τῆς Ἑλλάδος. — [1365, 1066, 1596, 1167]
news-paragraph: ΜΑΔΡΙΤΗ, 16 Σεπτεμβρίου. (Ἐθνικὸν Πρακτορεῖον). Ὁ πρωθυπουργὸς κόμης Φέρεβεσε πρὸς τὰς διαβεβαιώσεις τῆς γαλλικῆς κυβερνήσεως ὅτι ἡ φιλία τῶν δύο χωρῶν παραμένει ἀκλόνητος. — [1365, 286, 1596, 403]
story-paragraph: Εἰς τὰ χέρια του κρατῶν πιάτα καὶ μαχαίρια, διηγεῖτο πῶς διέφυγε τὰς σφαίρας τῶν Πρώσσων. Ὅλοι οἱ κάτοικοι τῆς πόλεως ἔτρεχαν νὰ τὸν ἴδουν καὶ τὸν ἐχαιρέτιζον μὲ χαράν. — [651, 570, 892, 654]
divider — [902, 1730, 1127, 1731]
story-paragraph: Ὁ πατὴρ τῆς κόρης ἦτο ἐπιστάτης καὶ δὲν ἤθελε νὰ ἀκούσῃ περὶ γάμου. Ἀλλ' ὁ Τομπουκτοῦ δὲν ἀπηλπίζετο. Κάθε ἑσπέραν ἐστέκετο ὑπὸ τὰ παράθυρα καὶ ἐψιθύριζε τὸ ὄνομά της. — [651, 967, 892, 1068]
divider — [902, 1256, 1127, 1257]
divider — [150, 598, 394, 599]
ad-laundry-title: ΝΕΟΝ ΠΛΥΝΤΗΡΙΟΝ — [432, 1929, 614, 1951]
divider — [405, 2204, 641, 2207]
divider — [902, 989, 1127, 992]
ad-chronos-text: Ἐκδόσεων ἤδη ἀπὸ τὸν ἀριθμὸν (196) τεχνικῶς καὶ ἐπιστημονικῶς ἀρθρογραφικῶς ἐπιμελεῖται τοῦ περιοδικοῦ ὑπὸ τῶν κ. Μιχ. Ἠλιοῦ, Γ. Κ. Σκαλίου καὶ ἄλλων. Πρὸς τὸν τοιοῦτον ἀπεστάλη ἡ εἰς τὴν ἐπίκαιρον τῶν Μακεδόνων ἱστορίαν. — [405, 1513, 641, 1648]
